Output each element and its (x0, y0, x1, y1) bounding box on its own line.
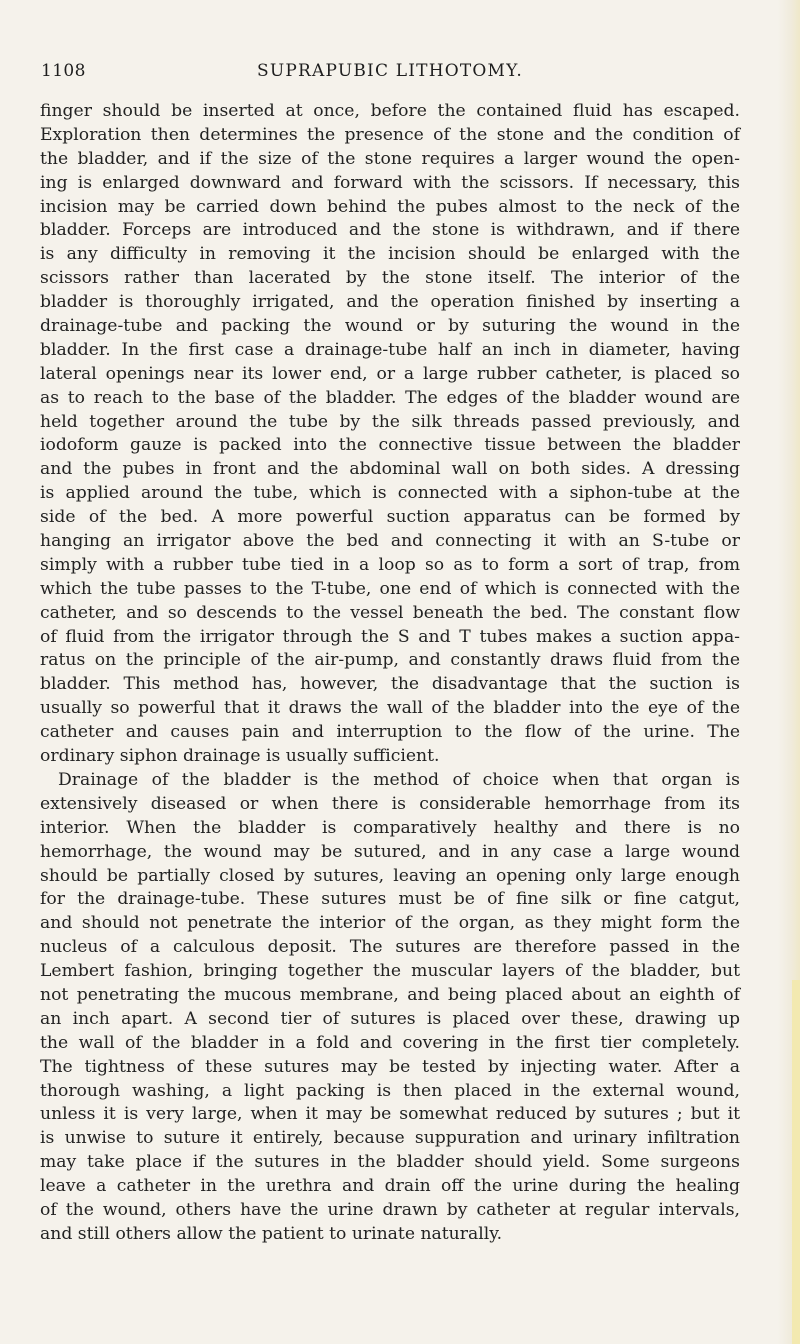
text-line: bladder. This method has, however, the disadvantage that the suction is (40, 674, 740, 695)
text-line: held together around the tube by the silk threads passed previously, and (40, 411, 740, 432)
text-line: extensively diseased or when there is considerable hemorrhage from its (40, 793, 740, 814)
text-line: bladder. Forceps are introduced and the stone is withdrawn, and if there (40, 220, 740, 241)
text-line: Lembert fashion, bringing together the muscular layers of the bladder, but (40, 961, 740, 982)
text-line: and still others allow the patient to urinate naturally. (40, 1223, 503, 1244)
text-line: scissors rather than lacerated by the stone itself. The interior of the (40, 268, 740, 289)
text-line: an inch apart. A second tier of sutures is placed over these, drawing up (40, 1008, 740, 1029)
text-line: side of the bed. A more powerful suction apparatus can be formed by (40, 507, 740, 528)
page-number: 1108 (41, 61, 86, 81)
text-line: ordinary siphon drainage is usually sufficient. (40, 746, 440, 767)
text-line: incision may be carried down behind the pubes almost to the neck of the (40, 196, 740, 217)
text-line: catheter and causes pain and interruption to the flow of the urine. The (40, 722, 740, 743)
text-line: hemorrhage, the wound may be sutured, and in any case a large wound (40, 841, 740, 862)
body-text (40, 100, 740, 1247)
text-line: should be partially closed by sutures, leaving an opening only large enough (40, 865, 740, 886)
text-line: of fluid from the irrigator through the S and T tubes makes a suction appa- (40, 626, 740, 647)
text-line: and should not penetrate the interior of the organ, as they might form the (40, 913, 740, 934)
text-line: the wall of the bladder in a fold and covering in the first tier completely. (40, 1032, 740, 1053)
text-line: bladder. In the first case a drainage-tube half an inch in diameter, having (40, 339, 740, 360)
text-line: lateral openings near its lower end, or a large rubber catheter, is placed so (40, 363, 740, 384)
text-line: Exploration then determines the presence of the stone and the condition of (40, 124, 740, 145)
text-line: thorough washing, a light packing is then placed in the external wound, (40, 1080, 740, 1101)
text-line: nucleus of a calculous deposit. The sutures are therefore passed in the (40, 937, 740, 958)
text-line: may take place if the sutures in the bladder should yield. Some surgeons (40, 1152, 740, 1173)
page-edge-stain (792, 980, 800, 1344)
text-line: and the pubes in front and the abdominal wall on both sides. A dressing (40, 459, 740, 480)
text-line: finger should be inserted at once, before the contained fluid has escaped. (40, 101, 740, 121)
text-line: as to reach to the base of the bladder. The edges of the bladder wound are (40, 387, 740, 408)
text-line: interior. When the bladder is comparatively healthy and there is no (40, 817, 740, 838)
text-line: ing is enlarged downward and forward with the scissors. If necessary, this (40, 172, 740, 193)
text-line: which the tube passes to the T-tube, one end of which is connected with the (40, 578, 740, 599)
text-line: is unwise to suture it entirely, because suppuration and urinary infiltration (40, 1128, 740, 1149)
running-head: SUPRAPUBIC LITHOTOMY. (257, 61, 523, 81)
text-line: hanging an irrigator above the bed and connecting it with an S-tube or (40, 531, 740, 552)
text-line: bladder is thoroughly irrigated, and the operation finished by inserting a (40, 292, 740, 313)
text-line: ratus on the principle of the air-pump, and constantly draws fluid from the (40, 650, 740, 671)
text-line: of the wound, others have the urine drawn by catheter at regular intervals, (40, 1199, 740, 1220)
page-header (41, 61, 739, 87)
text-line: is applied around the tube, which is connected with a siphon-tube at the (40, 483, 740, 504)
text-line: for the drainage-tube. These sutures must be of fine silk or fine catgut, (40, 889, 740, 910)
text-line: iodoform gauze is packed into the connective tissue between the bladder (40, 435, 740, 456)
text-line: simply with a rubber tube tied in a loop so as to form a sort of trap, from (40, 554, 740, 575)
paragraph-start: Drainage of the bladder is the method of choice when that organ is (58, 769, 740, 790)
text-line: catheter, and so descends to the vessel beneath the bed. The constant flow (40, 602, 740, 623)
text-line: unless it is very large, when it may be somewhat reduced by sutures ; but it (40, 1104, 740, 1125)
text-line: usually so powerful that it draws the wall of the bladder into the eye of the (40, 698, 740, 719)
text-line: the bladder, and if the size of the stone requires a larger wound the open- (40, 148, 740, 169)
text-line: is any difficulty in removing it the incision should be enlarged with the (40, 244, 740, 265)
text-line: drainage-tube and packing the wound or by suturing the wound in the (40, 316, 740, 337)
text-line: not penetrating the mucous membrane, and being placed about an eighth of (40, 984, 740, 1005)
text-line: The tightness of these sutures may be tested by injecting water. After a (40, 1056, 740, 1077)
text-line: leave a catheter in the urethra and drain off the urine during the healing (40, 1176, 740, 1197)
